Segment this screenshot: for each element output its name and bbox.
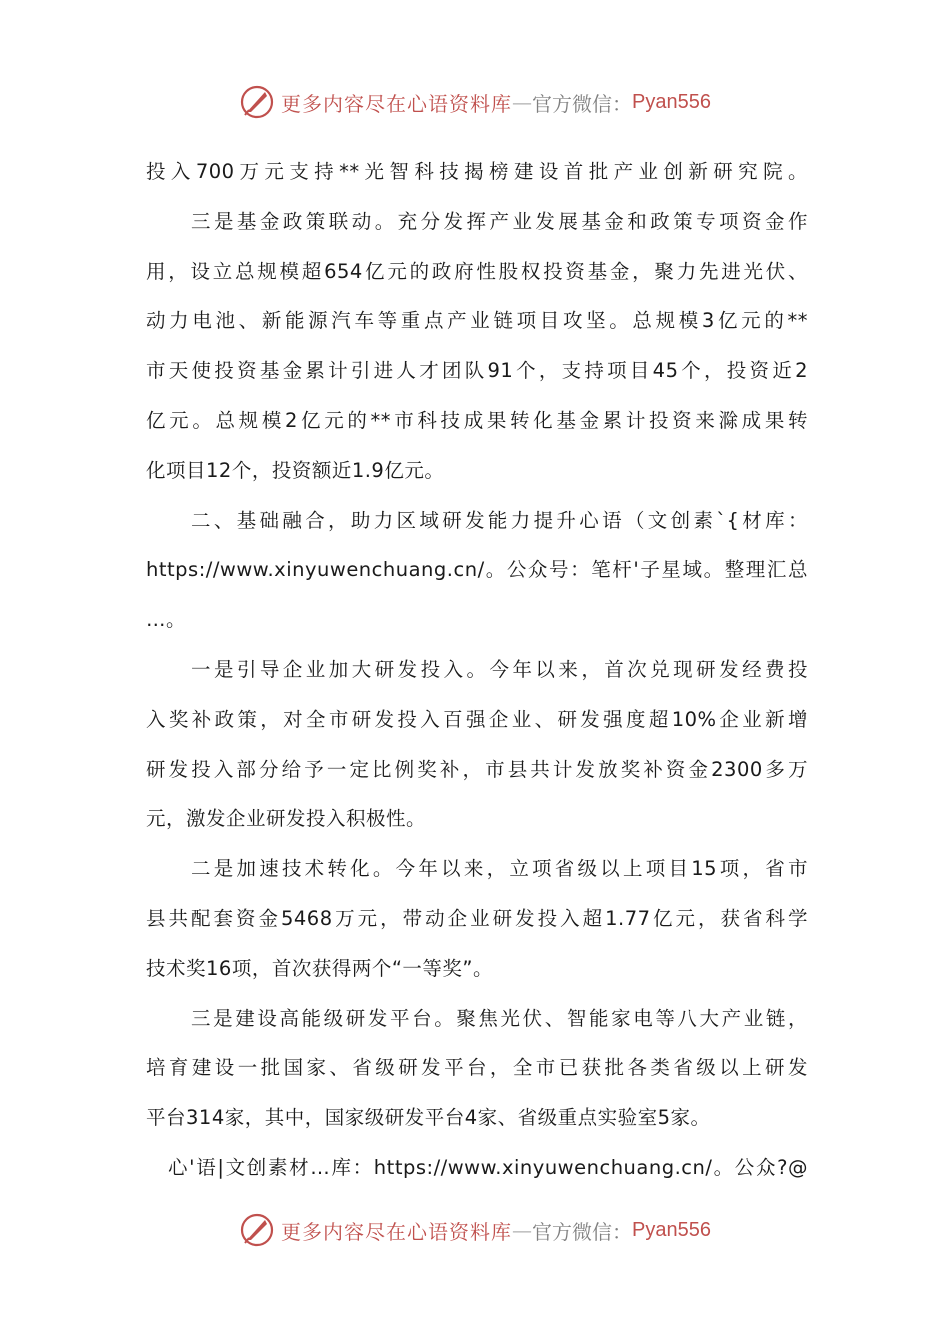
text-line: 投入700万元支持**光智科技揭榜建设首批产业创新研究院。 [146, 160, 808, 183]
text-line: 二、基础融合，助力区域研发能力提升心语（文创素`{材库： [191, 508, 808, 532]
text-line: 市天使投资基金累计引进人才团队91个，支持项目45个，投资近2 [146, 359, 808, 383]
text-line: 平台314家，其中，国家级研发平台4家、省级重点实验室5家。 [146, 1106, 711, 1130]
text-line: 元，激发企业研发投入积极性。 [146, 807, 427, 831]
text-line: 技术奖16项，首次获得两个“一等奖”。 [146, 956, 494, 980]
text-line: 一是引导企业加大研发投入。今年以来，首次兑现研发经费投 [191, 657, 808, 681]
text-line: 培育建设一批国家、省级研发平台，全市已获批各类省级以上研发 [146, 1056, 808, 1080]
text-line: 研发投入部分给予一定比例奖补，市县共计发放奖补资金2300多万 [146, 757, 808, 781]
document-body [146, 147, 808, 1193]
text-line: …。 [146, 608, 187, 632]
banner-text: 更多内容尽在心语资料库 [281, 1219, 513, 1244]
banner-wechat-id: Pyan556 [632, 1218, 711, 1241]
text-line: 三是建设高能级研发平台。聚焦光伏、智能家电等八大产业链， [191, 1006, 808, 1030]
header-banner [0, 80, 950, 124]
banner-wechat-id: Pyan556 [632, 90, 711, 113]
footer-banner [0, 1208, 950, 1252]
text-line: https://www.xinyuwenchuang.cn/。公众号：笔杆'子星域。整理汇总 [146, 558, 808, 582]
banner-wechat-label: 官方微信： [532, 1219, 633, 1244]
text-line: 二是加速技术转化。今年以来，立项省级以上项目15项，省市 [191, 857, 808, 881]
banner-text: 更多内容尽在心语资料库 [281, 91, 513, 116]
text-line: 用，设立总规模超654亿元的政府性股权投资基金，聚力先进光伏、 [146, 259, 808, 283]
text-line: 县共配套资金5468万元，带动企业研发投入超1.77亿元，获省科学 [146, 906, 808, 930]
text-line: 亿元。总规模2亿元的**市科技成果转化基金累计投资来滁成果转 [146, 408, 808, 432]
text-line: 心'语|文创素材…库：https://www.xinyuwenchuang.cn/。公众?@ [168, 1155, 808, 1179]
banner-separator: — [512, 90, 533, 114]
text-line: 动力电池、新能源汽车等重点产业链项目攻坚。总规模3亿元的** [146, 309, 808, 333]
text-line: 三是基金政策联动。充分发挥产业发展基金和政策专项资金作 [191, 209, 808, 233]
text-line: 入奖补政策，对全市研发投入百强企业、研发强度超10%企业新增 [146, 707, 808, 731]
text-line: 化项目12个，投资额近1.9亿元。 [146, 458, 445, 482]
banner-separator: — [512, 1218, 533, 1242]
quill-logo-icon [239, 84, 275, 120]
quill-logo-icon [239, 1212, 275, 1248]
banner-wechat-label: 官方微信： [532, 91, 633, 116]
